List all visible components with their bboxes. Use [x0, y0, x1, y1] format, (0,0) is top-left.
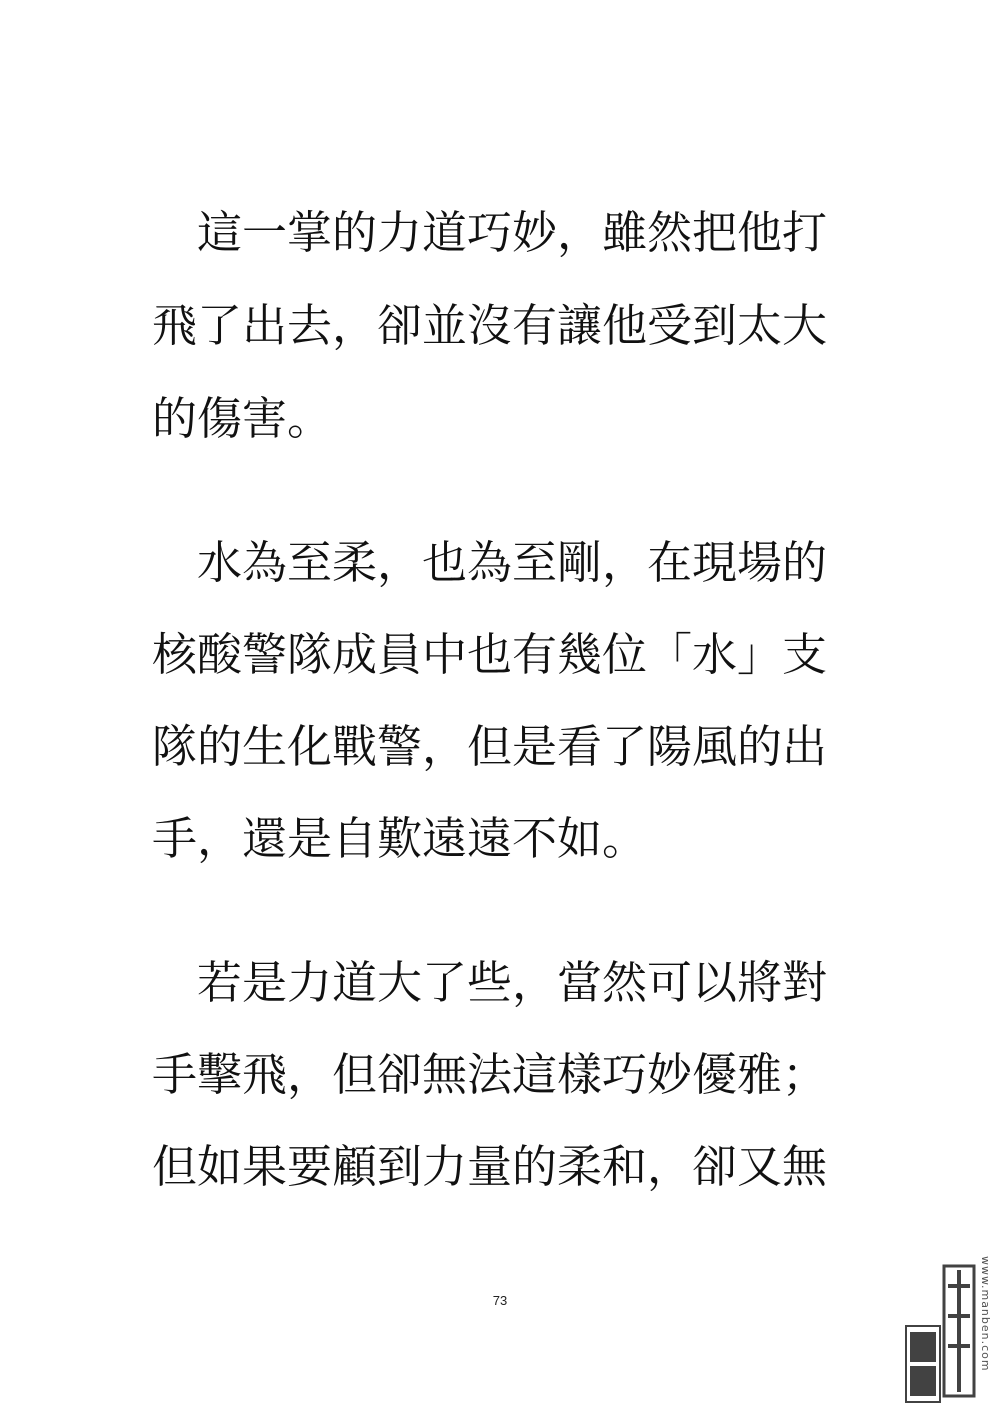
paragraph-line: 這一掌的力道巧妙，雖然把他打: [152, 206, 828, 259]
paragraph-line: 手擊飛，但卻無法這樣巧妙優雅；: [152, 1048, 828, 1101]
paragraph-line: 隊的生化戰警，但是看了陽風的出: [152, 720, 828, 773]
watermark-url: www.manben.com: [979, 1256, 992, 1372]
paragraph-line: 手，還是自歎遠遠不如。: [152, 812, 648, 865]
paragraph-line: 飛了出去，卻並沒有讓他受到太大: [152, 299, 828, 352]
paragraph-line: 的傷害。: [152, 392, 333, 445]
paragraph-line: 但如果要顧到力量的柔和，卻又無: [152, 1140, 828, 1193]
paragraph-line: 若是力道大了些，當然可以將對: [152, 956, 828, 1009]
paragraph-line: 水為至柔，也為至剛，在現場的: [152, 536, 828, 589]
page-number: 73: [492, 1293, 508, 1308]
paragraph-line: 核酸警隊成員中也有幾位「水」支: [152, 628, 828, 681]
watermark-logo: [904, 1256, 994, 1406]
